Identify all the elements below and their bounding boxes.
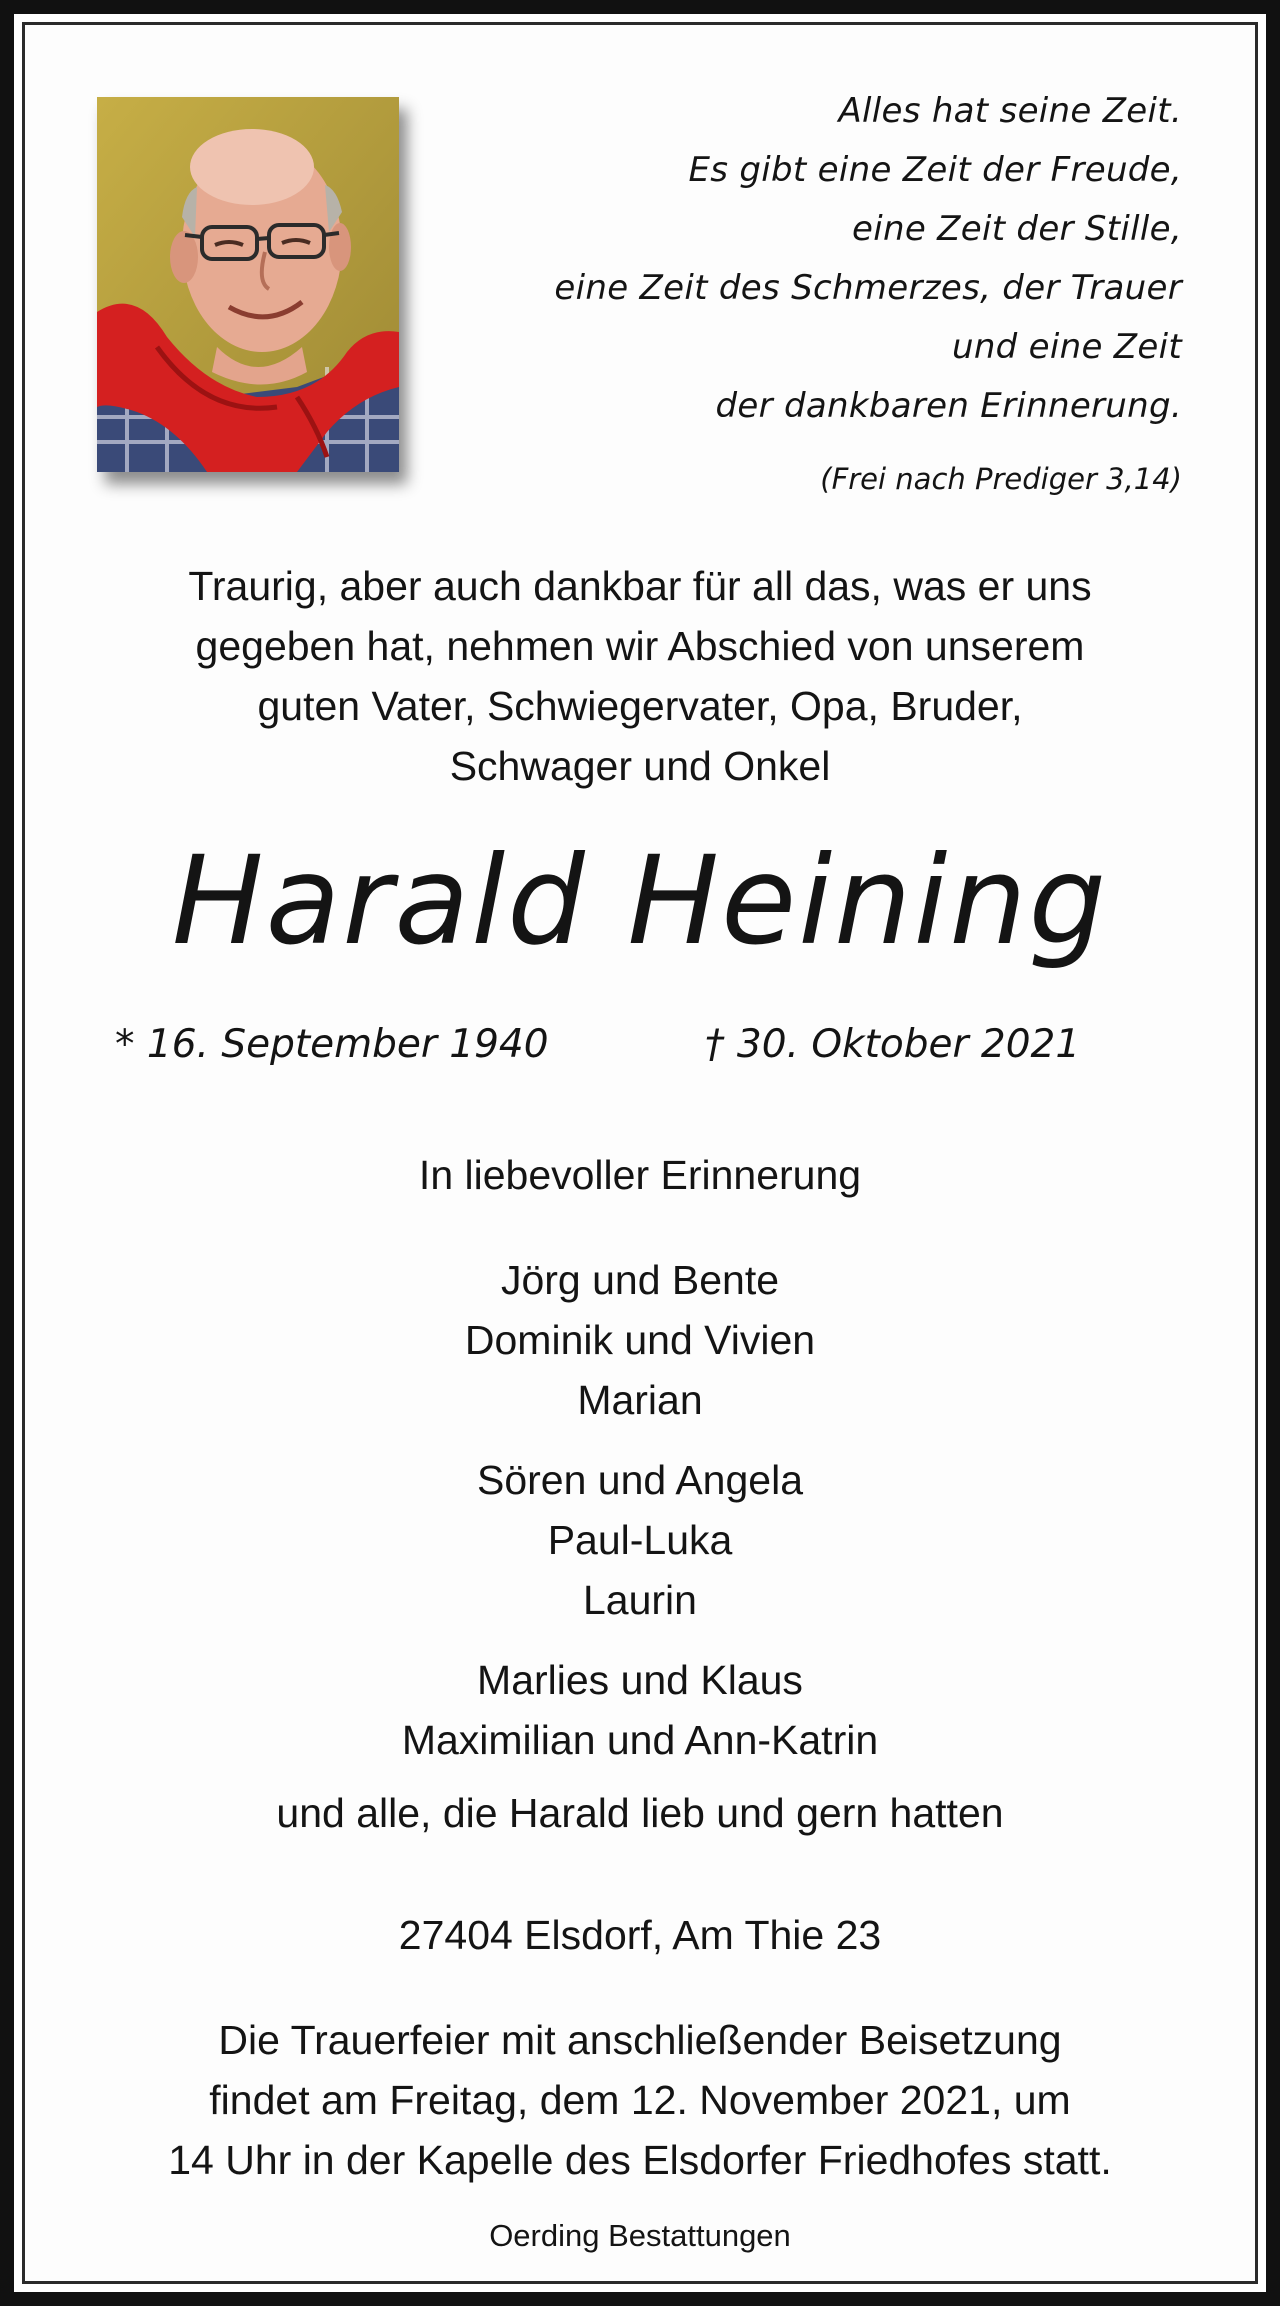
family-member: Paul-Luka bbox=[547, 1517, 733, 1563]
poem bbox=[462, 82, 1182, 436]
intro-line: Traurig, aber auch dankbar für all das, was er uns bbox=[188, 563, 1092, 609]
memory-line: In liebevoller Erinnerung bbox=[418, 1152, 862, 1198]
deceased-name: Harald Heining bbox=[171, 830, 1109, 972]
intro-line: guten Vater, Schwiegervater, Opa, Bruder, bbox=[257, 683, 1023, 729]
family-member: Marian bbox=[577, 1377, 703, 1423]
funeral-line: Die Trauerfeier mit anschließender Beisetzung bbox=[218, 2017, 1062, 2063]
death-date: † 30. Oktober 2021 bbox=[705, 1022, 1081, 1067]
address: 27404 Elsdorf, Am Thie 23 bbox=[398, 1912, 882, 1958]
intro-line: Schwager und Onkel bbox=[449, 743, 831, 789]
family-member: Laurin bbox=[583, 1577, 697, 1623]
poem-line: eine Zeit des Schmerzes, der Trauer bbox=[554, 268, 1182, 308]
family-group bbox=[0, 1650, 1280, 1770]
family-member: Maximilian und Ann-Katrin bbox=[401, 1717, 879, 1763]
funeral-line: 14 Uhr in der Kapelle des Elsdorfer Friedhofes statt. bbox=[168, 2137, 1112, 2183]
poem-line: eine Zeit der Stille, bbox=[852, 209, 1182, 249]
family-member: Jörg und Bente bbox=[500, 1257, 780, 1303]
funeral-info bbox=[0, 2010, 1280, 2190]
family-group bbox=[0, 1250, 1280, 1430]
funeral-line: findet am Freitag, dem 12. November 2021, um bbox=[209, 2077, 1071, 2123]
portrait-photo bbox=[97, 97, 399, 472]
family-member: Marlies und Klaus bbox=[477, 1657, 803, 1703]
poem-citation: (Frei nach Prediger 3,14) bbox=[820, 462, 1182, 496]
birth-date: * 16. September 1940 bbox=[115, 1022, 549, 1067]
family-member: Dominik und Vivien bbox=[464, 1317, 816, 1363]
poem-line: Alles hat seine Zeit. bbox=[838, 91, 1182, 131]
family-group bbox=[0, 1450, 1280, 1630]
all-others-line: und alle, die Harald lieb und gern hatten bbox=[276, 1790, 1004, 1836]
poem-line: und eine Zeit bbox=[951, 327, 1182, 367]
undertaker: Oerding Bestattungen bbox=[489, 2218, 791, 2253]
poem-line: Es gibt eine Zeit der Freude, bbox=[688, 150, 1182, 190]
poem-line: der dankbaren Erinnerung. bbox=[715, 386, 1182, 426]
intro-line: gegeben hat, nehmen wir Abschied von unserem bbox=[195, 623, 1085, 669]
family-member: Sören und Angela bbox=[477, 1457, 803, 1503]
intro-text bbox=[0, 556, 1280, 796]
